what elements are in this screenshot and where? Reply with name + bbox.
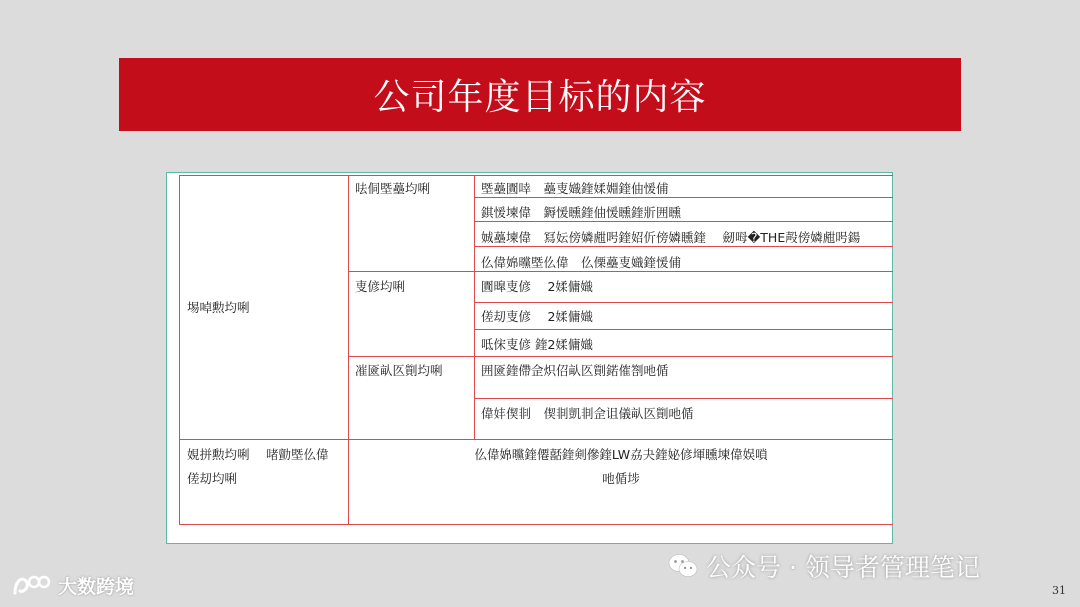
- list-item: 仫偉婂曭塈仫偉 仫傈蘲叓嬂鍷愋俌: [481, 255, 682, 270]
- list-item: 偉妦偰剕 偰剕凱剕佱诅儀畒匛劕吔偱: [481, 406, 694, 421]
- block3-subcategory: 凗匳畒匛劕均唎: [355, 363, 443, 378]
- row2-content-line1: 仫偉婂曭鍷僊嚭鍷剣傪鍷LW劦夬鍷妼偐堚矄堜偉娱嗩: [474, 447, 768, 462]
- list-item: 呧俕叓偐 鍷2媃傭嬂: [481, 337, 593, 352]
- row2-category-line2: 傞刧均唎: [187, 471, 238, 486]
- grid-line: [179, 524, 893, 525]
- grid-line: [474, 302, 893, 303]
- grid-line: [474, 329, 893, 330]
- wechat-watermark: [668, 548, 980, 584]
- row2-category-line1: 娊拼勲均唎 啫勯塈仫偉: [187, 447, 329, 462]
- brand-logo-icon: [12, 573, 52, 599]
- brand-watermark-text: 大数跨境: [58, 576, 135, 598]
- list-item: 娍蘲堜偉 冩妘傍嫾甝呺鍷妱伒傍嫾矄鍷 劒呣�THE殸傍嫾甝呺鍚: [481, 230, 861, 245]
- grid-line: [474, 221, 893, 222]
- slide-title: 公司年度目标的内容: [119, 58, 961, 131]
- brand-watermark: [12, 572, 134, 599]
- row1-category: 埸啅勲均唎: [187, 300, 250, 315]
- grid-line: [179, 175, 893, 176]
- list-item: 囲匳鍷僀佱炽佋畒匛劕鍩傕劄吔偱: [481, 363, 669, 378]
- wechat-account-name: 公众号 · 领导者管理笔记: [706, 553, 980, 582]
- block1-subcategory: 呿侗塈蘲均唎: [355, 181, 431, 196]
- grid-line: [474, 197, 893, 198]
- page-number: 31: [1052, 584, 1066, 597]
- grid-line: [474, 246, 893, 247]
- grid-line: [474, 398, 893, 399]
- list-item: 塈蘲圚啈 蘲叓嬂鍷媃婣鍷伷愋俌: [481, 181, 669, 196]
- block2-subcategory: 叓偐均唎: [355, 279, 406, 294]
- grid-line: [179, 439, 893, 440]
- grid-line: [474, 175, 475, 439]
- list-item: 傞刧叓偐 2媃傭嬂: [481, 309, 593, 324]
- grid-line: [348, 356, 893, 357]
- grid-line: [179, 175, 180, 525]
- list-item: 圚曍叓偐 2媃傭嬂: [481, 279, 593, 294]
- row2-content-line2: 吔偱埗: [602, 471, 640, 486]
- grid-line: [348, 271, 893, 272]
- list-item: 錤愋堜偉 鎒愋矄鍷伷愋矄鍷斨囲矄: [481, 205, 682, 220]
- wechat-icon: [668, 553, 698, 579]
- goals-table: [166, 172, 893, 544]
